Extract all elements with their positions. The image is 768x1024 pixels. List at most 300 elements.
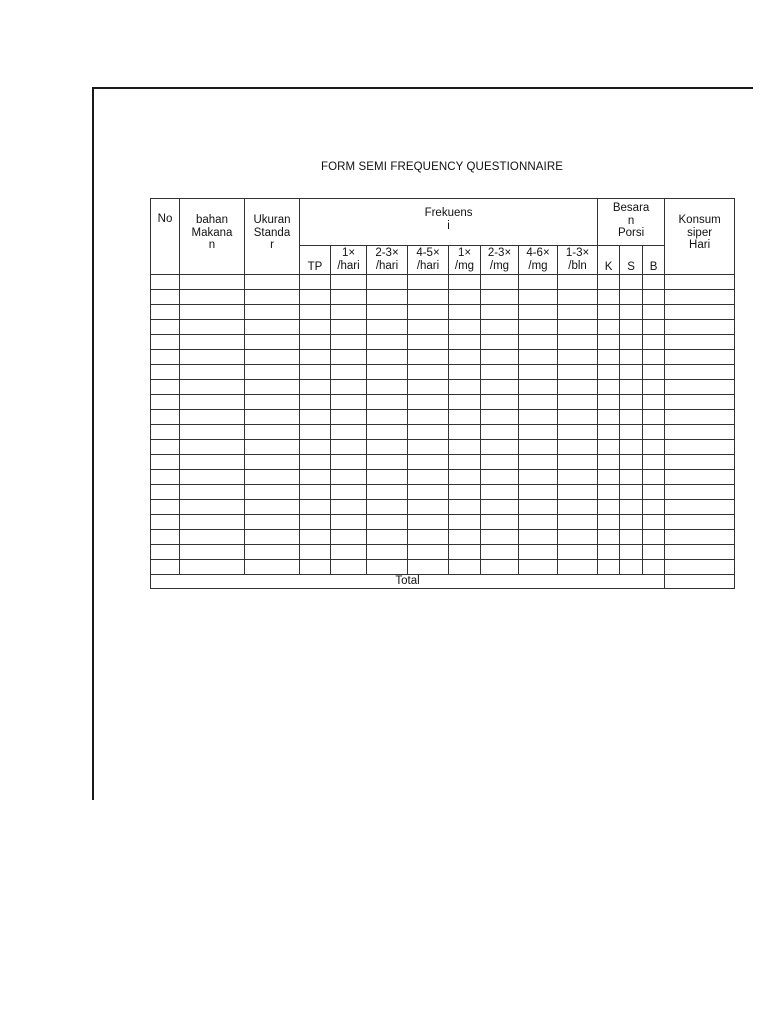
cell-porsi-k[interactable] xyxy=(598,440,620,455)
cell-freq-1x-hari[interactable] xyxy=(331,380,367,395)
cell-freq-1x-hari[interactable] xyxy=(331,485,367,500)
cell-freq-4-5x-hari[interactable] xyxy=(408,335,449,350)
cell-freq-2-3x-hari[interactable] xyxy=(367,380,408,395)
cell-ukuran-standar[interactable] xyxy=(245,485,300,500)
cell-freq-tp[interactable] xyxy=(300,515,331,530)
cell-no[interactable] xyxy=(151,290,180,305)
cell-freq-1-3x-bln[interactable] xyxy=(558,365,598,380)
cell-ukuran-standar[interactable] xyxy=(245,560,300,575)
cell-freq-1-3x-bln[interactable] xyxy=(558,530,598,545)
cell-freq-1x-hari[interactable] xyxy=(331,560,367,575)
cell-freq-1x-hari[interactable] xyxy=(331,365,367,380)
cell-freq-tp[interactable] xyxy=(300,485,331,500)
cell-freq-tp[interactable] xyxy=(300,320,331,335)
cell-konsumsi-per-hari[interactable] xyxy=(665,455,735,470)
cell-porsi-k[interactable] xyxy=(598,545,620,560)
cell-ukuran-standar[interactable] xyxy=(245,455,300,470)
cell-freq-2-3x-mg[interactable] xyxy=(481,530,519,545)
cell-porsi-s[interactable] xyxy=(620,365,643,380)
cell-no[interactable] xyxy=(151,425,180,440)
cell-porsi-s[interactable] xyxy=(620,410,643,425)
cell-porsi-s[interactable] xyxy=(620,320,643,335)
cell-freq-1x-hari[interactable] xyxy=(331,425,367,440)
cell-freq-1x-hari[interactable] xyxy=(331,530,367,545)
cell-konsumsi-per-hari[interactable] xyxy=(665,500,735,515)
cell-porsi-b[interactable] xyxy=(643,515,665,530)
cell-freq-4-5x-hari[interactable] xyxy=(408,425,449,440)
cell-freq-1-3x-bln[interactable] xyxy=(558,515,598,530)
cell-freq-4-6x-mg[interactable] xyxy=(519,545,558,560)
cell-freq-2-3x-mg[interactable] xyxy=(481,515,519,530)
cell-no[interactable] xyxy=(151,455,180,470)
cell-freq-tp[interactable] xyxy=(300,530,331,545)
cell-no[interactable] xyxy=(151,500,180,515)
cell-freq-2-3x-mg[interactable] xyxy=(481,440,519,455)
cell-porsi-s[interactable] xyxy=(620,290,643,305)
cell-bahan-makanan[interactable] xyxy=(180,560,245,575)
cell-freq-4-5x-hari[interactable] xyxy=(408,470,449,485)
cell-freq-1x-hari[interactable] xyxy=(331,290,367,305)
cell-freq-tp[interactable] xyxy=(300,440,331,455)
cell-konsumsi-per-hari[interactable] xyxy=(665,425,735,440)
cell-freq-2-3x-hari[interactable] xyxy=(367,290,408,305)
cell-bahan-makanan[interactable] xyxy=(180,530,245,545)
cell-freq-4-6x-mg[interactable] xyxy=(519,350,558,365)
cell-konsumsi-per-hari[interactable] xyxy=(665,440,735,455)
cell-freq-1-3x-bln[interactable] xyxy=(558,335,598,350)
cell-freq-1x-mg[interactable] xyxy=(449,455,481,470)
cell-porsi-b[interactable] xyxy=(643,500,665,515)
cell-freq-1-3x-bln[interactable] xyxy=(558,395,598,410)
cell-freq-1x-mg[interactable] xyxy=(449,485,481,500)
cell-freq-tp[interactable] xyxy=(300,275,331,290)
cell-freq-2-3x-mg[interactable] xyxy=(481,545,519,560)
cell-freq-1x-mg[interactable] xyxy=(449,470,481,485)
cell-freq-2-3x-hari[interactable] xyxy=(367,365,408,380)
cell-freq-2-3x-mg[interactable] xyxy=(481,425,519,440)
cell-freq-1-3x-bln[interactable] xyxy=(558,350,598,365)
cell-freq-4-5x-hari[interactable] xyxy=(408,320,449,335)
cell-bahan-makanan[interactable] xyxy=(180,350,245,365)
cell-bahan-makanan[interactable] xyxy=(180,485,245,500)
cell-freq-2-3x-mg[interactable] xyxy=(481,320,519,335)
cell-bahan-makanan[interactable] xyxy=(180,545,245,560)
cell-konsumsi-per-hari[interactable] xyxy=(665,290,735,305)
cell-freq-1x-hari[interactable] xyxy=(331,350,367,365)
cell-porsi-k[interactable] xyxy=(598,335,620,350)
cell-freq-1x-mg[interactable] xyxy=(449,410,481,425)
cell-porsi-s[interactable] xyxy=(620,500,643,515)
cell-freq-4-6x-mg[interactable] xyxy=(519,470,558,485)
cell-freq-1x-mg[interactable] xyxy=(449,500,481,515)
cell-freq-2-3x-hari[interactable] xyxy=(367,545,408,560)
cell-porsi-k[interactable] xyxy=(598,560,620,575)
cell-porsi-s[interactable] xyxy=(620,425,643,440)
cell-ukuran-standar[interactable] xyxy=(245,425,300,440)
cell-freq-1x-mg[interactable] xyxy=(449,545,481,560)
cell-freq-2-3x-hari[interactable] xyxy=(367,350,408,365)
cell-freq-4-5x-hari[interactable] xyxy=(408,560,449,575)
cell-no[interactable] xyxy=(151,560,180,575)
cell-porsi-s[interactable] xyxy=(620,335,643,350)
cell-freq-1x-hari[interactable] xyxy=(331,515,367,530)
cell-no[interactable] xyxy=(151,470,180,485)
cell-freq-2-3x-hari[interactable] xyxy=(367,320,408,335)
cell-freq-2-3x-mg[interactable] xyxy=(481,380,519,395)
cell-no[interactable] xyxy=(151,485,180,500)
cell-no[interactable] xyxy=(151,440,180,455)
cell-freq-2-3x-mg[interactable] xyxy=(481,500,519,515)
cell-freq-tp[interactable] xyxy=(300,545,331,560)
cell-bahan-makanan[interactable] xyxy=(180,455,245,470)
cell-freq-1x-mg[interactable] xyxy=(449,425,481,440)
cell-porsi-k[interactable] xyxy=(598,320,620,335)
cell-freq-1-3x-bln[interactable] xyxy=(558,410,598,425)
cell-porsi-b[interactable] xyxy=(643,335,665,350)
cell-no[interactable] xyxy=(151,365,180,380)
cell-freq-2-3x-hari[interactable] xyxy=(367,305,408,320)
cell-freq-1x-hari[interactable] xyxy=(331,320,367,335)
cell-freq-1-3x-bln[interactable] xyxy=(558,500,598,515)
cell-bahan-makanan[interactable] xyxy=(180,410,245,425)
cell-freq-2-3x-mg[interactable] xyxy=(481,455,519,470)
cell-porsi-b[interactable] xyxy=(643,425,665,440)
cell-porsi-k[interactable] xyxy=(598,530,620,545)
cell-freq-4-5x-hari[interactable] xyxy=(408,515,449,530)
cell-bahan-makanan[interactable] xyxy=(180,365,245,380)
cell-freq-tp[interactable] xyxy=(300,455,331,470)
cell-freq-4-5x-hari[interactable] xyxy=(408,455,449,470)
cell-freq-4-5x-hari[interactable] xyxy=(408,545,449,560)
cell-freq-1x-mg[interactable] xyxy=(449,290,481,305)
cell-porsi-k[interactable] xyxy=(598,275,620,290)
cell-freq-4-6x-mg[interactable] xyxy=(519,335,558,350)
cell-ukuran-standar[interactable] xyxy=(245,470,300,485)
cell-bahan-makanan[interactable] xyxy=(180,335,245,350)
cell-freq-2-3x-mg[interactable] xyxy=(481,350,519,365)
cell-ukuran-standar[interactable] xyxy=(245,410,300,425)
cell-no[interactable] xyxy=(151,350,180,365)
cell-freq-1x-mg[interactable] xyxy=(449,530,481,545)
cell-no[interactable] xyxy=(151,515,180,530)
cell-porsi-k[interactable] xyxy=(598,425,620,440)
cell-konsumsi-per-hari[interactable] xyxy=(665,530,735,545)
cell-no[interactable] xyxy=(151,545,180,560)
cell-freq-2-3x-hari[interactable] xyxy=(367,395,408,410)
cell-freq-2-3x-hari[interactable] xyxy=(367,530,408,545)
cell-freq-tp[interactable] xyxy=(300,500,331,515)
cell-freq-1x-mg[interactable] xyxy=(449,560,481,575)
cell-porsi-s[interactable] xyxy=(620,470,643,485)
cell-freq-4-5x-hari[interactable] xyxy=(408,410,449,425)
cell-ukuran-standar[interactable] xyxy=(245,350,300,365)
cell-porsi-b[interactable] xyxy=(643,545,665,560)
cell-freq-2-3x-mg[interactable] xyxy=(481,470,519,485)
cell-bahan-makanan[interactable] xyxy=(180,395,245,410)
cell-freq-1x-hari[interactable] xyxy=(331,395,367,410)
cell-konsumsi-per-hari[interactable] xyxy=(665,380,735,395)
cell-porsi-k[interactable] xyxy=(598,305,620,320)
cell-bahan-makanan[interactable] xyxy=(180,425,245,440)
cell-porsi-b[interactable] xyxy=(643,305,665,320)
cell-porsi-k[interactable] xyxy=(598,380,620,395)
cell-porsi-k[interactable] xyxy=(598,395,620,410)
cell-porsi-k[interactable] xyxy=(598,290,620,305)
cell-freq-1x-mg[interactable] xyxy=(449,440,481,455)
cell-freq-1-3x-bln[interactable] xyxy=(558,455,598,470)
cell-freq-4-6x-mg[interactable] xyxy=(519,500,558,515)
cell-freq-1-3x-bln[interactable] xyxy=(558,485,598,500)
cell-freq-1x-mg[interactable] xyxy=(449,335,481,350)
cell-porsi-b[interactable] xyxy=(643,410,665,425)
cell-freq-tp[interactable] xyxy=(300,350,331,365)
cell-porsi-s[interactable] xyxy=(620,545,643,560)
cell-freq-tp[interactable] xyxy=(300,305,331,320)
cell-freq-2-3x-mg[interactable] xyxy=(481,395,519,410)
cell-freq-1-3x-bln[interactable] xyxy=(558,560,598,575)
cell-bahan-makanan[interactable] xyxy=(180,470,245,485)
cell-freq-4-6x-mg[interactable] xyxy=(519,320,558,335)
cell-konsumsi-per-hari[interactable] xyxy=(665,485,735,500)
cell-porsi-k[interactable] xyxy=(598,365,620,380)
cell-freq-1-3x-bln[interactable] xyxy=(558,305,598,320)
cell-porsi-b[interactable] xyxy=(643,485,665,500)
cell-freq-2-3x-hari[interactable] xyxy=(367,425,408,440)
cell-porsi-s[interactable] xyxy=(620,350,643,365)
cell-porsi-b[interactable] xyxy=(643,365,665,380)
cell-freq-1x-hari[interactable] xyxy=(331,470,367,485)
cell-freq-4-6x-mg[interactable] xyxy=(519,290,558,305)
cell-konsumsi-per-hari[interactable] xyxy=(665,305,735,320)
cell-no[interactable] xyxy=(151,305,180,320)
cell-no[interactable] xyxy=(151,380,180,395)
cell-freq-2-3x-mg[interactable] xyxy=(481,275,519,290)
cell-freq-4-6x-mg[interactable] xyxy=(519,395,558,410)
cell-porsi-b[interactable] xyxy=(643,395,665,410)
cell-no[interactable] xyxy=(151,530,180,545)
cell-freq-4-5x-hari[interactable] xyxy=(408,485,449,500)
cell-freq-2-3x-hari[interactable] xyxy=(367,560,408,575)
cell-freq-tp[interactable] xyxy=(300,290,331,305)
cell-ukuran-standar[interactable] xyxy=(245,395,300,410)
cell-porsi-s[interactable] xyxy=(620,380,643,395)
cell-ukuran-standar[interactable] xyxy=(245,515,300,530)
cell-freq-1-3x-bln[interactable] xyxy=(558,320,598,335)
cell-freq-tp[interactable] xyxy=(300,425,331,440)
cell-ukuran-standar[interactable] xyxy=(245,305,300,320)
cell-freq-1-3x-bln[interactable] xyxy=(558,545,598,560)
cell-no[interactable] xyxy=(151,335,180,350)
cell-porsi-s[interactable] xyxy=(620,530,643,545)
cell-porsi-k[interactable] xyxy=(598,470,620,485)
cell-freq-4-5x-hari[interactable] xyxy=(408,275,449,290)
cell-freq-4-6x-mg[interactable] xyxy=(519,365,558,380)
cell-freq-2-3x-hari[interactable] xyxy=(367,410,408,425)
cell-ukuran-standar[interactable] xyxy=(245,530,300,545)
cell-porsi-b[interactable] xyxy=(643,380,665,395)
cell-freq-2-3x-hari[interactable] xyxy=(367,455,408,470)
cell-freq-1x-mg[interactable] xyxy=(449,305,481,320)
cell-bahan-makanan[interactable] xyxy=(180,275,245,290)
cell-freq-4-6x-mg[interactable] xyxy=(519,530,558,545)
cell-porsi-b[interactable] xyxy=(643,455,665,470)
cell-freq-4-5x-hari[interactable] xyxy=(408,365,449,380)
cell-konsumsi-per-hari[interactable] xyxy=(665,365,735,380)
cell-freq-1x-hari[interactable] xyxy=(331,545,367,560)
cell-freq-1x-hari[interactable] xyxy=(331,275,367,290)
cell-porsi-k[interactable] xyxy=(598,350,620,365)
cell-porsi-b[interactable] xyxy=(643,350,665,365)
cell-freq-1-3x-bln[interactable] xyxy=(558,275,598,290)
cell-freq-4-5x-hari[interactable] xyxy=(408,305,449,320)
cell-ukuran-standar[interactable] xyxy=(245,440,300,455)
cell-freq-4-6x-mg[interactable] xyxy=(519,455,558,470)
cell-konsumsi-per-hari[interactable] xyxy=(665,395,735,410)
cell-freq-2-3x-hari[interactable] xyxy=(367,275,408,290)
cell-porsi-b[interactable] xyxy=(643,320,665,335)
cell-konsumsi-per-hari[interactable] xyxy=(665,350,735,365)
cell-freq-2-3x-hari[interactable] xyxy=(367,470,408,485)
cell-porsi-s[interactable] xyxy=(620,485,643,500)
cell-no[interactable] xyxy=(151,395,180,410)
cell-no[interactable] xyxy=(151,410,180,425)
cell-freq-2-3x-mg[interactable] xyxy=(481,560,519,575)
cell-freq-2-3x-mg[interactable] xyxy=(481,290,519,305)
cell-freq-4-5x-hari[interactable] xyxy=(408,290,449,305)
cell-porsi-s[interactable] xyxy=(620,560,643,575)
cell-freq-1x-mg[interactable] xyxy=(449,275,481,290)
cell-freq-4-6x-mg[interactable] xyxy=(519,275,558,290)
cell-freq-tp[interactable] xyxy=(300,395,331,410)
cell-porsi-k[interactable] xyxy=(598,500,620,515)
cell-freq-1-3x-bln[interactable] xyxy=(558,290,598,305)
cell-freq-4-6x-mg[interactable] xyxy=(519,425,558,440)
cell-freq-4-5x-hari[interactable] xyxy=(408,530,449,545)
cell-porsi-k[interactable] xyxy=(598,485,620,500)
cell-porsi-b[interactable] xyxy=(643,290,665,305)
cell-porsi-s[interactable] xyxy=(620,515,643,530)
cell-freq-1x-mg[interactable] xyxy=(449,395,481,410)
cell-freq-4-6x-mg[interactable] xyxy=(519,515,558,530)
cell-freq-2-3x-hari[interactable] xyxy=(367,335,408,350)
cell-porsi-b[interactable] xyxy=(643,470,665,485)
cell-ukuran-standar[interactable] xyxy=(245,545,300,560)
cell-freq-1x-hari[interactable] xyxy=(331,305,367,320)
cell-bahan-makanan[interactable] xyxy=(180,380,245,395)
cell-freq-4-6x-mg[interactable] xyxy=(519,440,558,455)
cell-freq-4-6x-mg[interactable] xyxy=(519,560,558,575)
cell-freq-1x-hari[interactable] xyxy=(331,410,367,425)
cell-ukuran-standar[interactable] xyxy=(245,320,300,335)
cell-freq-1x-mg[interactable] xyxy=(449,320,481,335)
cell-freq-2-3x-hari[interactable] xyxy=(367,515,408,530)
cell-ukuran-standar[interactable] xyxy=(245,290,300,305)
total-value-cell[interactable] xyxy=(665,575,735,589)
cell-freq-2-3x-hari[interactable] xyxy=(367,440,408,455)
cell-freq-2-3x-mg[interactable] xyxy=(481,335,519,350)
cell-porsi-b[interactable] xyxy=(643,440,665,455)
cell-freq-1x-mg[interactable] xyxy=(449,350,481,365)
cell-porsi-s[interactable] xyxy=(620,305,643,320)
cell-freq-2-3x-hari[interactable] xyxy=(367,500,408,515)
cell-freq-1x-hari[interactable] xyxy=(331,335,367,350)
cell-freq-1x-mg[interactable] xyxy=(449,380,481,395)
cell-ukuran-standar[interactable] xyxy=(245,275,300,290)
cell-konsumsi-per-hari[interactable] xyxy=(665,545,735,560)
cell-bahan-makanan[interactable] xyxy=(180,320,245,335)
cell-no[interactable] xyxy=(151,320,180,335)
cell-freq-4-5x-hari[interactable] xyxy=(408,395,449,410)
cell-freq-tp[interactable] xyxy=(300,335,331,350)
cell-freq-1x-hari[interactable] xyxy=(331,455,367,470)
cell-freq-tp[interactable] xyxy=(300,560,331,575)
cell-freq-4-5x-hari[interactable] xyxy=(408,380,449,395)
cell-freq-1x-mg[interactable] xyxy=(449,365,481,380)
cell-bahan-makanan[interactable] xyxy=(180,290,245,305)
cell-no[interactable] xyxy=(151,275,180,290)
cell-freq-4-6x-mg[interactable] xyxy=(519,305,558,320)
cell-porsi-k[interactable] xyxy=(598,455,620,470)
cell-porsi-b[interactable] xyxy=(643,560,665,575)
cell-ukuran-standar[interactable] xyxy=(245,380,300,395)
cell-freq-2-3x-hari[interactable] xyxy=(367,485,408,500)
cell-bahan-makanan[interactable] xyxy=(180,305,245,320)
cell-ukuran-standar[interactable] xyxy=(245,335,300,350)
cell-porsi-s[interactable] xyxy=(620,455,643,470)
cell-freq-tp[interactable] xyxy=(300,365,331,380)
cell-freq-4-5x-hari[interactable] xyxy=(408,440,449,455)
cell-konsumsi-per-hari[interactable] xyxy=(665,275,735,290)
cell-porsi-s[interactable] xyxy=(620,395,643,410)
cell-konsumsi-per-hari[interactable] xyxy=(665,470,735,485)
cell-freq-4-6x-mg[interactable] xyxy=(519,380,558,395)
cell-freq-tp[interactable] xyxy=(300,380,331,395)
cell-bahan-makanan[interactable] xyxy=(180,500,245,515)
cell-porsi-s[interactable] xyxy=(620,440,643,455)
cell-freq-1-3x-bln[interactable] xyxy=(558,425,598,440)
cell-freq-2-3x-mg[interactable] xyxy=(481,365,519,380)
cell-bahan-makanan[interactable] xyxy=(180,440,245,455)
cell-freq-1x-hari[interactable] xyxy=(331,440,367,455)
cell-freq-1-3x-bln[interactable] xyxy=(558,380,598,395)
cell-freq-2-3x-mg[interactable] xyxy=(481,305,519,320)
cell-porsi-k[interactable] xyxy=(598,515,620,530)
cell-freq-4-5x-hari[interactable] xyxy=(408,350,449,365)
cell-freq-4-6x-mg[interactable] xyxy=(519,485,558,500)
cell-freq-4-5x-hari[interactable] xyxy=(408,500,449,515)
cell-freq-4-6x-mg[interactable] xyxy=(519,410,558,425)
cell-porsi-s[interactable] xyxy=(620,275,643,290)
cell-porsi-k[interactable] xyxy=(598,410,620,425)
cell-freq-1-3x-bln[interactable] xyxy=(558,440,598,455)
cell-konsumsi-per-hari[interactable] xyxy=(665,560,735,575)
cell-ukuran-standar[interactable] xyxy=(245,500,300,515)
cell-ukuran-standar[interactable] xyxy=(245,365,300,380)
cell-porsi-b[interactable] xyxy=(643,275,665,290)
cell-bahan-makanan[interactable] xyxy=(180,515,245,530)
cell-freq-2-3x-mg[interactable] xyxy=(481,410,519,425)
cell-konsumsi-per-hari[interactable] xyxy=(665,335,735,350)
cell-freq-tp[interactable] xyxy=(300,470,331,485)
cell-freq-tp[interactable] xyxy=(300,410,331,425)
cell-konsumsi-per-hari[interactable] xyxy=(665,515,735,530)
cell-konsumsi-per-hari[interactable] xyxy=(665,320,735,335)
cell-freq-2-3x-mg[interactable] xyxy=(481,485,519,500)
cell-konsumsi-per-hari[interactable] xyxy=(665,410,735,425)
cell-freq-1-3x-bln[interactable] xyxy=(558,470,598,485)
cell-freq-1x-mg[interactable] xyxy=(449,515,481,530)
cell-freq-1x-hari[interactable] xyxy=(331,500,367,515)
